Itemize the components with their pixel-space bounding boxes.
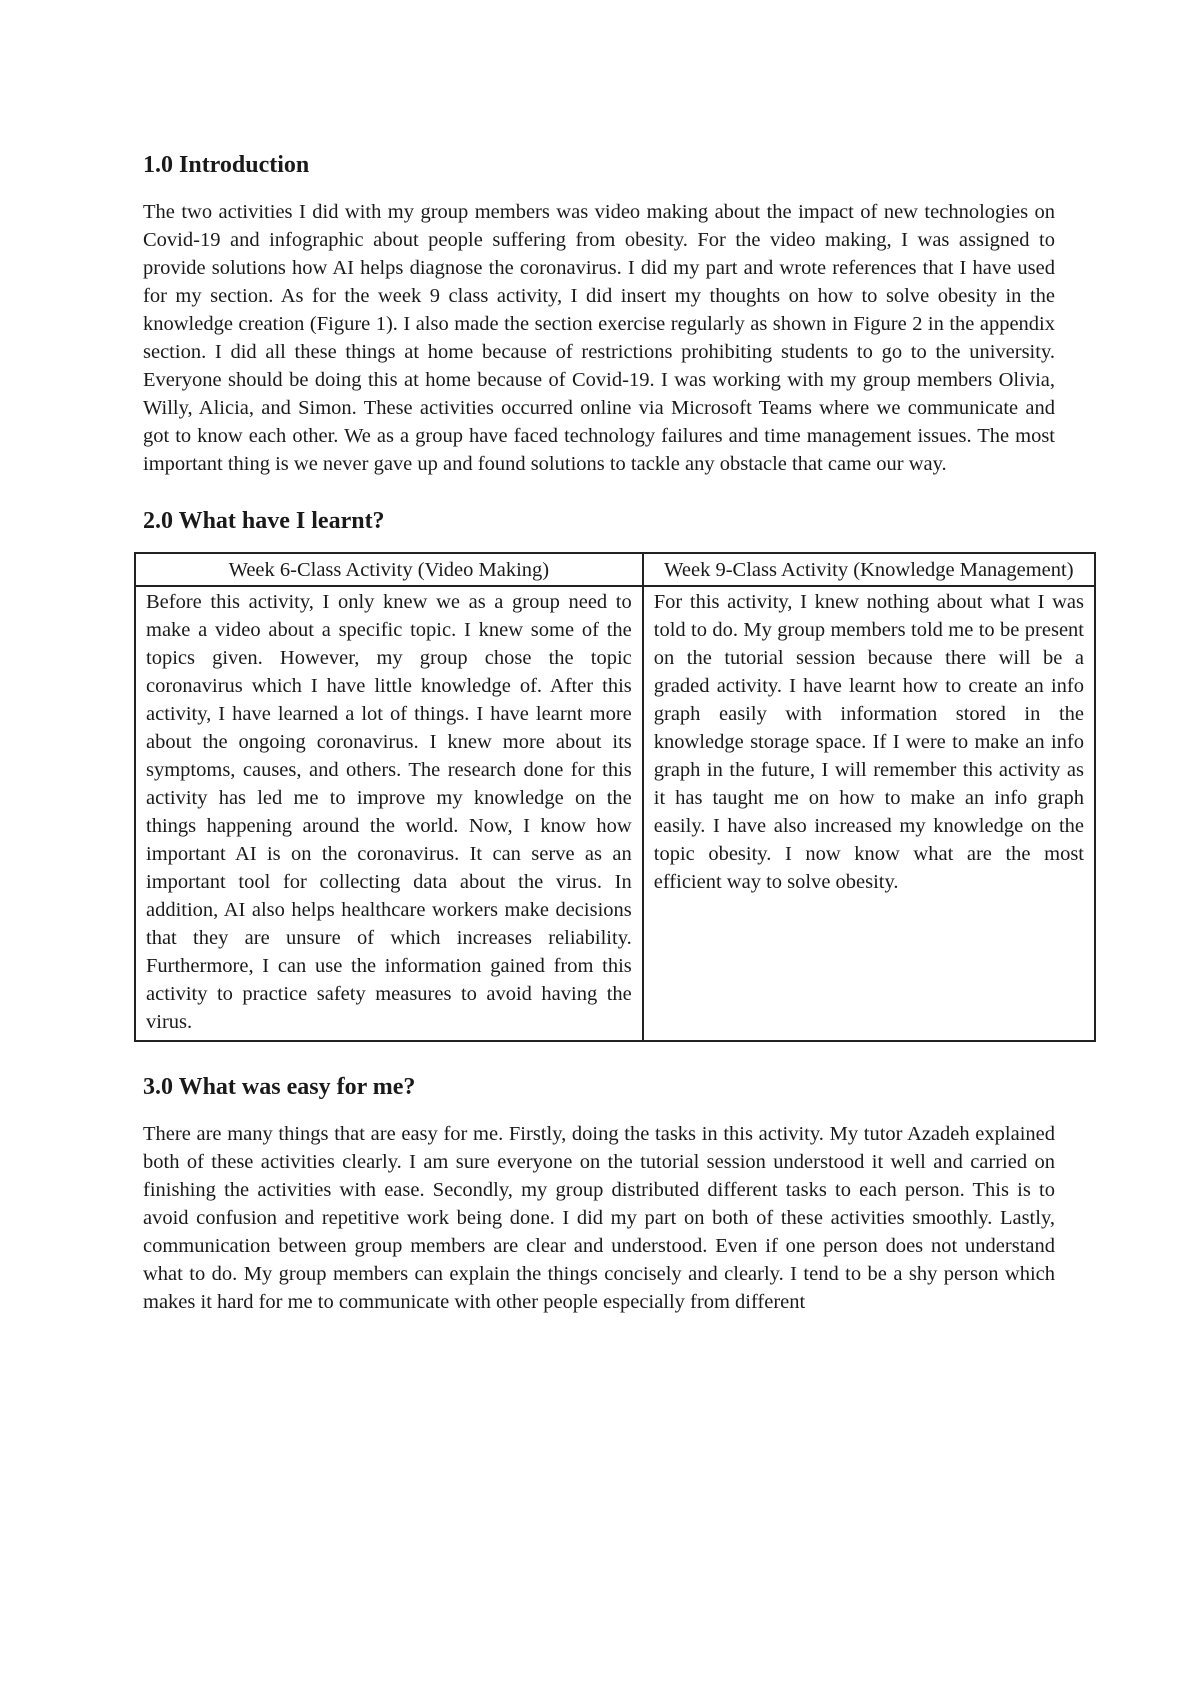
table-cell-week6: Before this activity, I only knew we as a group need to make a video about a specific topic. I knew some of the topics given. However, my group chose the topic coronavirus which I have little knowledge of. After this activity, I have learned a lot of things. I have learnt more about the ongoing coronavirus. I knew more about its symptoms, causes, and others. The research done for this activity has led me to improve my knowledge on the things happening around the world. Now, I know how important AI is on the coronavirus. It can serve as an important tool for collecting data about the virus. In addition, AI also helps healthcare workers make decisions that they are unsure of which increases reliability. Furthermore, I can use the information gained from this activity to practice safety measures to avoid having the virus. [135,586,643,1041]
table-header-week9: Week 9-Class Activity (Knowledge Management) [643,553,1095,586]
table-header-row [135,553,1095,586]
what-was-easy-paragraph: There are many things that are easy for me. Firstly, doing the tasks in this activity. My tutor Azadeh explained both of these activities clearly. I am sure everyone on the tutorial session understood it well and carried on finishing the activities with ease. Secondly, my group distributed different tasks to each person. This is to avoid confusion and repetitive work being done. I did my part on both of these activities smoothly. Lastly, communication between group members are clear and understood. Even if one person does not understand what to do. My group members can explain the things concisely and clearly. I tend to be a shy person which makes it hard for me to communicate with other people especially from different [143,1123,1055,1313]
what-was-easy-heading: 3.0 What was easy for me? [143,1074,416,1100]
introduction-paragraph: The two activities I did with my group members was video making about the impact of new technologies on Covid-19 and infographic about people suffering from obesity. For the video making, I was assigned to provide solutions how AI helps diagnose the coronavirus. I did my part and wrote references that I have used for my section. As for the week 9 class activity, I did insert my thoughts on how to solve obesity in the knowledge creation (Figure 1). I also made the section exercise regularly as shown in Figure 2 in the appendix section. I did all these things at home because of restrictions prohibiting students to go to the university. Everyone should be doing this at home because of Covid-19. I was working with my group members Olivia, Willy, Alicia, and Simon. These activities occurred online via Microsoft Teams where we communicate and got to know each other. We as a group have faced technology failures and time management issues. The most important thing is we never gave up and found solutions to tackle any obstacle that came our way. [143,201,1055,475]
table-row [135,586,1095,1041]
introduction-heading: 1.0 Introduction [143,152,310,178]
what-have-i-learnt-heading: 2.0 What have I learnt? [143,508,385,534]
document-page [143,138,1084,1316]
table-cell-week9: For this activity, I knew nothing about what I was told to do. My group members told me to be present on the tutorial session because there will be a graded activity. I have learnt how to create an info graph easily with information stored in the knowledge storage space. If I were to make an info graph in the future, I will remember this activity as it has taught me on how to make an info graph easily. I have also increased my knowledge on the topic obesity. I now know what are the most efficient way to solve obesity. [643,586,1095,1041]
learning-table [134,552,1096,1042]
table-header-week6: Week 6-Class Activity (Video Making) [135,553,643,586]
